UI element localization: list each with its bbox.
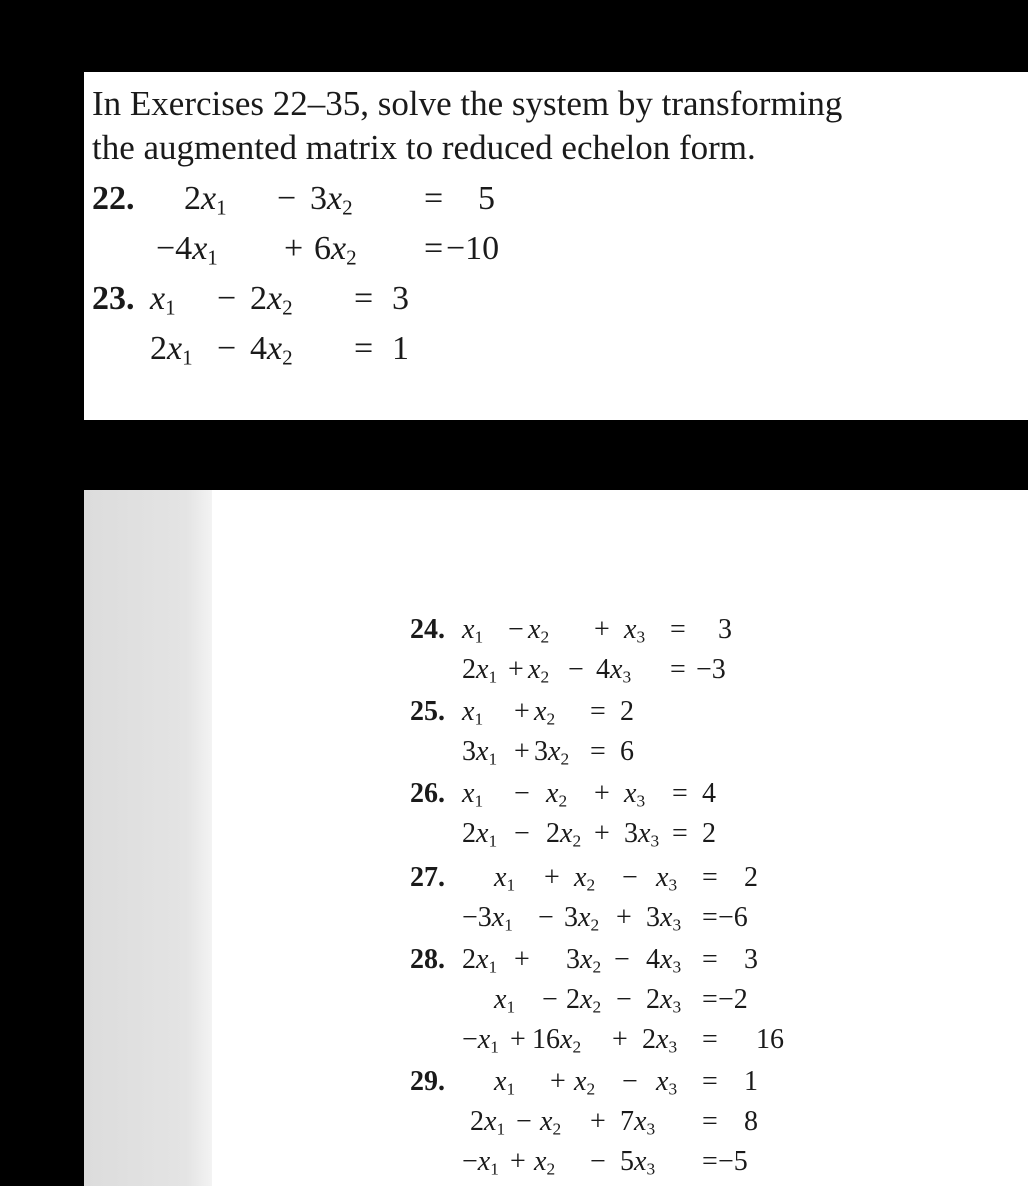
equation-term: $6x_2$ [314,230,357,270]
equation-term: − [538,902,554,933]
equation-term: $x_2$ [574,1066,596,1099]
equation-term: 4 [702,778,716,809]
instructions-line-2: the augmented matrix to reduced echelon form. [92,128,756,167]
equation-term: = [702,1146,718,1177]
equation-term: − [542,984,558,1015]
equation-term: $x_3$ [656,1066,678,1099]
equation-term: $x_3$ [656,862,678,895]
equation-term: $7x_3$ [620,1106,656,1139]
equation-term: $x_1$ [150,280,176,320]
exercise-instructions [92,82,1012,170]
equation-term: $2x_1$ [462,944,498,977]
equation-term: − [568,654,584,685]
equation-term: 3 [744,944,758,975]
equation-term: = [702,1106,718,1137]
equation-term: + [616,902,632,933]
equation-term: − [614,944,630,975]
equation-term: = [702,984,718,1015]
equation-term: $x_2$ [540,1106,562,1139]
equation-term: 2 [702,818,716,849]
equation-term: $2x_1$ [470,1106,506,1139]
instructions-line-1: In Exercises 22–35, solve the system by transforming [92,84,843,123]
equation-term: $2x_3$ [646,984,682,1017]
equation-term: = [702,862,718,893]
equation-term: + [594,614,610,645]
equation-term: = [702,1024,718,1055]
equation-term: −5 [718,1146,748,1177]
equation-term: $4x_2$ [250,330,293,370]
equation-term: $2x_2$ [546,818,582,851]
equation-term: −2 [718,984,748,1015]
equation-term: − [616,984,632,1015]
equation-term: $x_2$ [528,654,550,687]
equation-term: − [516,1106,532,1137]
equation-term: $2x_1$ [150,330,193,370]
equation-term: $x_2$ [528,614,550,647]
exercise-number: 27. [410,862,445,893]
equation-term: $-x_1$ [462,1146,499,1179]
equation-term: $-x_1$ [462,1024,499,1057]
equation-term: $x_2$ [546,778,568,811]
equation-term: + [514,944,530,975]
equation-term: + [510,1024,526,1055]
equation-term: 16 [756,1024,784,1055]
equation-term: + [514,696,530,727]
equation-term: −6 [718,902,748,933]
equation-term: $-3x_1$ [462,902,513,935]
equation-term: + [508,654,524,685]
equation-term: = [354,280,374,317]
equation-term: + [514,736,530,767]
equation-term: − [514,778,530,809]
equation-term: = [672,778,688,809]
equation-term: + [510,1146,526,1177]
equation-term: $2x_2$ [250,280,293,320]
equation-term: − [622,862,638,893]
equation-term: $5x_3$ [620,1146,656,1179]
equation-term: + [594,818,610,849]
equation-term: + [284,230,304,267]
equation-term: −10 [446,230,500,267]
equation-term: $x_1$ [462,778,484,811]
page-gutter-shadow [84,490,212,1186]
bottom-page-crop [84,490,1028,1186]
exercise-number: 23. [92,280,135,317]
equation-term: $3x_3$ [646,902,682,935]
equation-term: $2x_1$ [462,818,498,851]
equation-term: $4x_3$ [646,944,682,977]
equation-term: = [424,230,444,267]
equation-term: $x_1$ [462,614,484,647]
equation-term: − [217,330,237,367]
equation-term: = [702,1066,718,1097]
equation-term: $3x_2$ [564,902,600,935]
equation-term: = [702,902,718,933]
equation-term: + [612,1024,628,1055]
equation-term: 1 [744,1066,758,1097]
equation-term: − [277,180,297,217]
equation-term: $2x_3$ [642,1024,678,1057]
equation-term: 3 [718,614,732,645]
equation-term: 8 [744,1106,758,1137]
equation-term: $x_3$ [624,778,646,811]
equation-term: $x_2$ [574,862,596,895]
equation-term: = [424,180,444,217]
equation-term: = [590,736,606,767]
equation-term: 3 [392,280,409,317]
equation-term: $x_3$ [624,614,646,647]
equation-term: 1 [392,330,409,367]
equation-term: = [702,944,718,975]
equation-term: $x_1$ [462,696,484,729]
equation-term: − [514,818,530,849]
equation-term: $3x_2$ [534,736,570,769]
equation-term: 2 [620,696,634,727]
equation-term: = [670,614,686,645]
equation-term: = [670,654,686,685]
equation-term: + [594,778,610,809]
equation-term: $-4x_1$ [156,230,218,270]
equation-term: + [544,862,560,893]
equation-term: $3x_2$ [566,944,602,977]
exercise-number: 29. [410,1066,445,1097]
equation-term: $4x_3$ [596,654,632,687]
equation-term: $3x_2$ [310,180,353,220]
exercise-number: 26. [410,778,445,809]
exercise-number: 22. [92,180,135,217]
equation-term: $2x_1$ [184,180,227,220]
equation-term: − [508,614,524,645]
equation-term: $2x_2$ [566,984,602,1017]
equation-term: $2x_1$ [462,654,498,687]
equation-term: −3 [696,654,726,685]
top-page-crop [84,72,1028,420]
equation-term: $x_1$ [494,862,516,895]
equation-term: = [590,696,606,727]
equation-term: $x_1$ [494,1066,516,1099]
equation-term: − [217,280,237,317]
equation-term: $x_1$ [494,984,516,1017]
equation-term: + [590,1106,606,1137]
equation-term: 2 [744,862,758,893]
equation-term: − [590,1146,606,1177]
equation-term: = [672,818,688,849]
equation-term: $x_2$ [534,696,556,729]
exercise-number: 24. [410,614,445,645]
equation-term: $3x_1$ [462,736,498,769]
equation-term: + [550,1066,566,1097]
equation-term: $x_2$ [534,1146,556,1179]
equation-term: = [354,330,374,367]
exercise-number: 28. [410,944,445,975]
equation-term: $16x_2$ [532,1024,582,1057]
equation-term: 5 [478,180,495,217]
equation-term: − [622,1066,638,1097]
exercise-number: 25. [410,696,445,727]
equation-term: 6 [620,736,634,767]
equation-term: $3x_3$ [624,818,660,851]
